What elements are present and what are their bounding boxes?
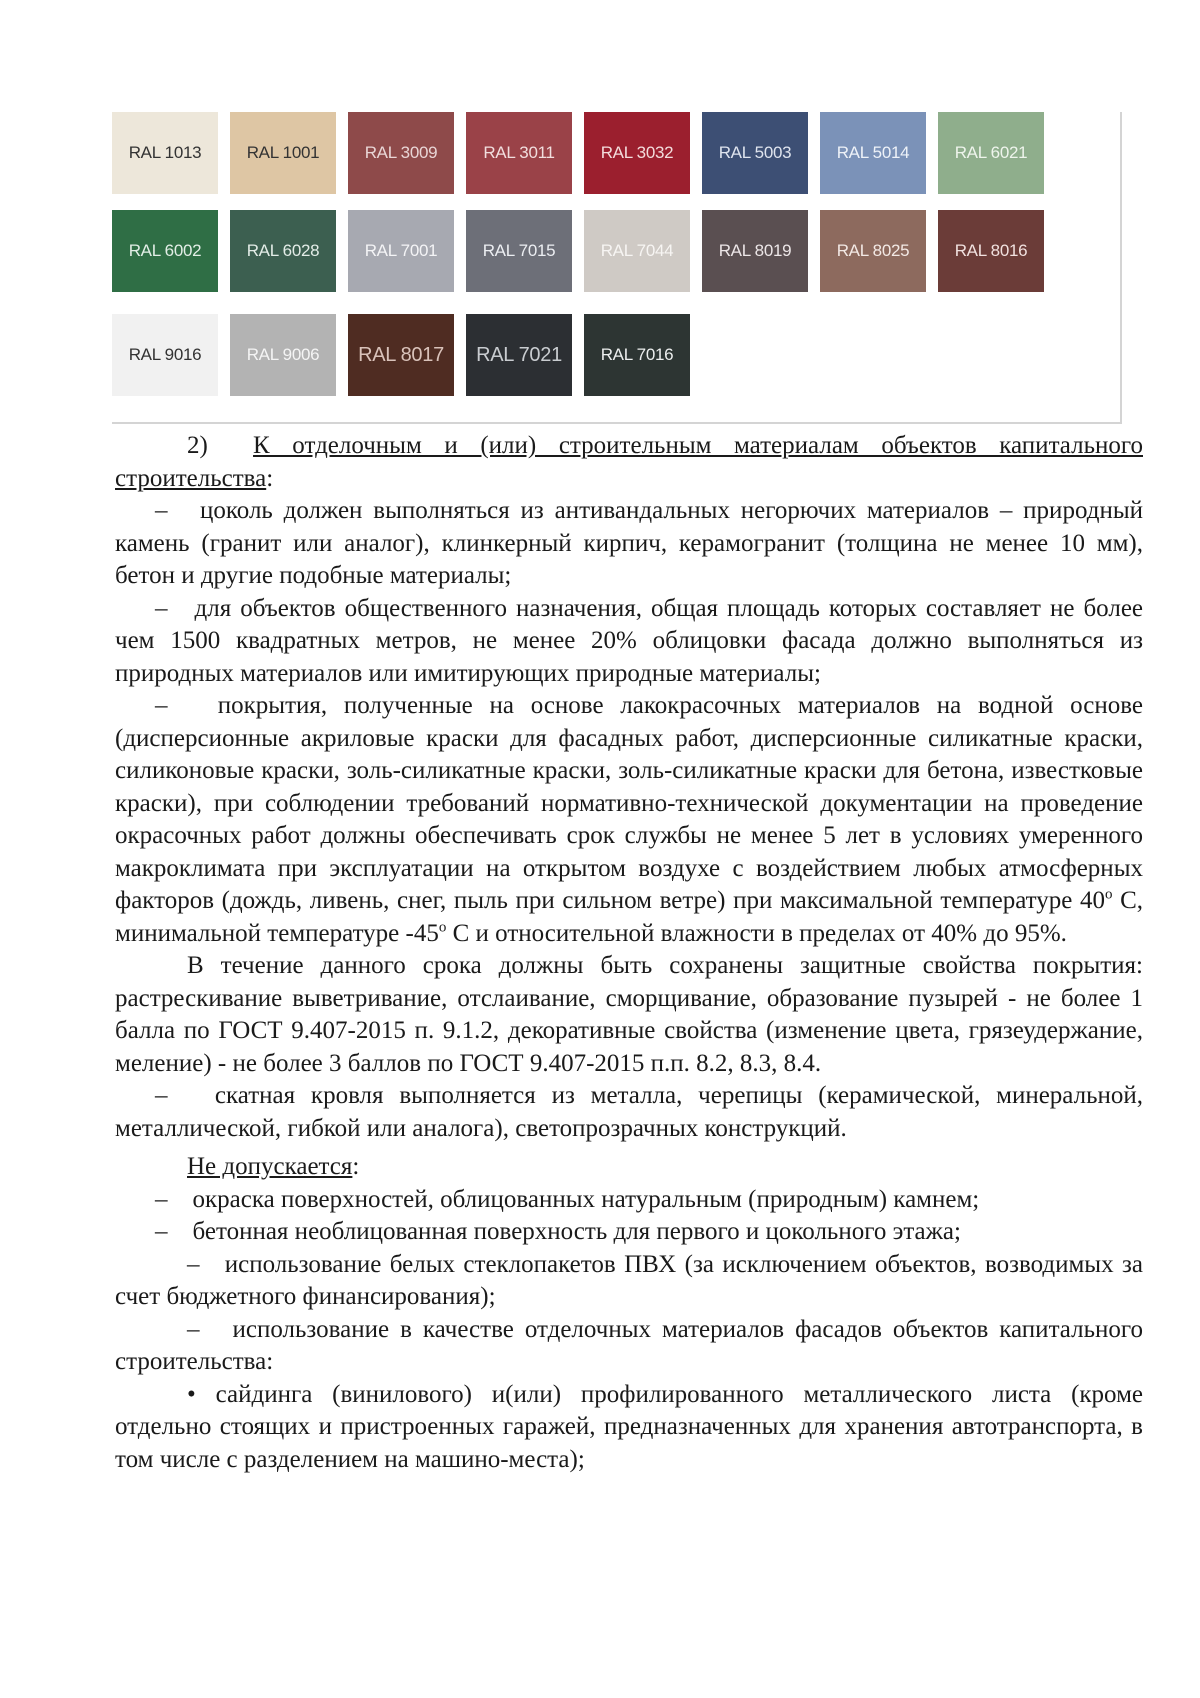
color-swatch: RAL 5014 xyxy=(820,112,926,194)
section-heading: К отделочным и (или) строительным материалам объектов капитального строительства xyxy=(115,432,1143,492)
color-swatch: RAL 3009 xyxy=(348,112,454,194)
color-swatch: RAL 7044 xyxy=(584,210,690,292)
color-swatch: RAL 1001 xyxy=(230,112,336,194)
not-allowed-label: Не допускается xyxy=(187,1153,353,1180)
paragraph-service-term: В течение данного срока должны быть сохранены защитные свойства покрытия: растрескивание выветривание, отслаивание, сморщивание, образование пузырей - не более 1 балла по ГОСТ 9.407-2015 п. 9.1.2, декоративные свойства (изменение цвета, грязеудержание, меление) - не более 3 баллов по ГОСТ 9.407-2015 п.п. 8.2, 8.3, 8.4. xyxy=(115,952,1143,1077)
not-allowed-item-4-text: использование в качестве отделочных материалов фасадов объектов капитального строительства: xyxy=(115,1315,1143,1375)
color-swatch: RAL 7016 xyxy=(584,314,690,396)
section-number: 2) xyxy=(187,432,208,459)
color-swatch: RAL 8019 xyxy=(702,210,808,292)
dash-marker: – xyxy=(187,1250,200,1278)
color-swatch: RAL 7001 xyxy=(348,210,454,292)
color-swatch: RAL 7021 xyxy=(466,314,572,396)
dash-marker: – xyxy=(155,1218,168,1245)
not-allowed-item-2 xyxy=(115,1216,1143,1249)
color-swatch: RAL 6028 xyxy=(230,210,336,292)
paragraph-roof xyxy=(115,1080,1143,1145)
bullet-marker: • xyxy=(187,1380,196,1408)
not-allowed-item-2-text: бетонная необлицованная поверхность для первого и цокольного этажа; xyxy=(192,1218,961,1245)
color-swatch: RAL 3032 xyxy=(584,112,690,194)
not-allowed-item-4 xyxy=(115,1314,1143,1379)
coatings-text-c: С и относительной влажности в пределах от 40% до 95%. xyxy=(446,919,1067,947)
not-allowed-item-3 xyxy=(115,1249,1143,1314)
color-swatch: RAL 3011 xyxy=(466,112,572,194)
dash-marker: – xyxy=(155,497,168,524)
color-swatch: RAL 6002 xyxy=(112,210,218,292)
color-swatch: RAL 6021 xyxy=(938,112,1044,194)
color-swatch: RAL 8017 xyxy=(348,314,454,396)
dash-marker: – xyxy=(155,692,168,719)
color-swatch: RAL 1013 xyxy=(112,112,218,194)
color-swatch: RAL 8025 xyxy=(820,210,926,292)
paragraph-coatings xyxy=(115,690,1143,950)
ral-color-palette xyxy=(112,112,1122,424)
degree-sign: о xyxy=(438,919,447,936)
dash-marker: – xyxy=(155,1082,168,1109)
color-swatch: RAL 5003 xyxy=(702,112,808,194)
degree-sign: о xyxy=(1104,886,1113,903)
paragraph-plinth-text: цоколь должен выполняться из антивандальных негорючих материалов – природный камень (гранит или аналог), клинкерный кирпич, керамогранит (толщина не менее 10 мм), бетон и другие подобные материалы; xyxy=(115,497,1143,589)
siding-text: сайдинга (винилового) и(или) профилированного металлического листа (кроме отдельно стоящих и пристроенных гаражей, предназначенных для хранения автотранспорта, в том числе с разделением на машино-места); xyxy=(115,1380,1143,1473)
dash-marker: – xyxy=(155,594,168,622)
color-swatch: RAL 9016 xyxy=(112,314,218,396)
coatings-text-b: С, минимальной температуре -45 xyxy=(115,887,1143,947)
heading-colon: : xyxy=(352,1153,360,1180)
color-swatch: RAL 7015 xyxy=(466,210,572,292)
coatings-text-a: покрытия, полученные на основе лакокрасочных материалов на водной основе (дисперсионные акриловые краски для фасадных работ, дисперсионные силикатные краски, силиконовые краски, золь-силикатные краски, золь-силикатные краски для бетона, известковые краски), при соблюдении требований нормативно-технической документации на проведение окрасочных работ должны обеспечивать срок службы не менее 5 лет в условиях умеренного макроклимата при эксплуатации на открытом воздухе с воздействием любых атмосферных факторов (дождь, ливень, снег, пыль при сильном ветре) при максимальной температуре 40 xyxy=(115,692,1143,914)
document-body xyxy=(115,430,1143,1476)
dash-marker: – xyxy=(187,1315,200,1343)
paragraph-public-buildings xyxy=(115,593,1143,691)
paragraph-plinth xyxy=(115,495,1143,593)
color-swatch: RAL 9006 xyxy=(230,314,336,396)
dash-marker: – xyxy=(155,1185,168,1213)
not-allowed-heading xyxy=(115,1151,1143,1184)
not-allowed-subitem-siding xyxy=(115,1379,1143,1477)
paragraph-roof-text: скатная кровля выполняется из металла, черепицы (керамической, минеральной, металлической, гибкой или аналога), светопрозрачных конструкций. xyxy=(115,1082,1143,1142)
section-heading-paragraph xyxy=(115,430,1143,495)
paragraph-public-text: для объектов общественного назначения, общая площадь которых составляет не более чем 1500 квадратных метров, не менее 20% облицовки фасада должно выполняться из природных материалов или имитирующих природные материалы; xyxy=(115,594,1144,687)
not-allowed-item-1-text: окраска поверхностей, облицованных натуральным (природным) камнем; xyxy=(192,1185,980,1213)
heading-colon: : xyxy=(266,464,274,492)
not-allowed-item-1 xyxy=(115,1184,1143,1217)
not-allowed-item-3-text: использование белых стеклопакетов ПВХ (за исключением объектов, возводимых за счет бюджетного финансирования); xyxy=(115,1250,1143,1310)
color-swatch: RAL 8016 xyxy=(938,210,1044,292)
